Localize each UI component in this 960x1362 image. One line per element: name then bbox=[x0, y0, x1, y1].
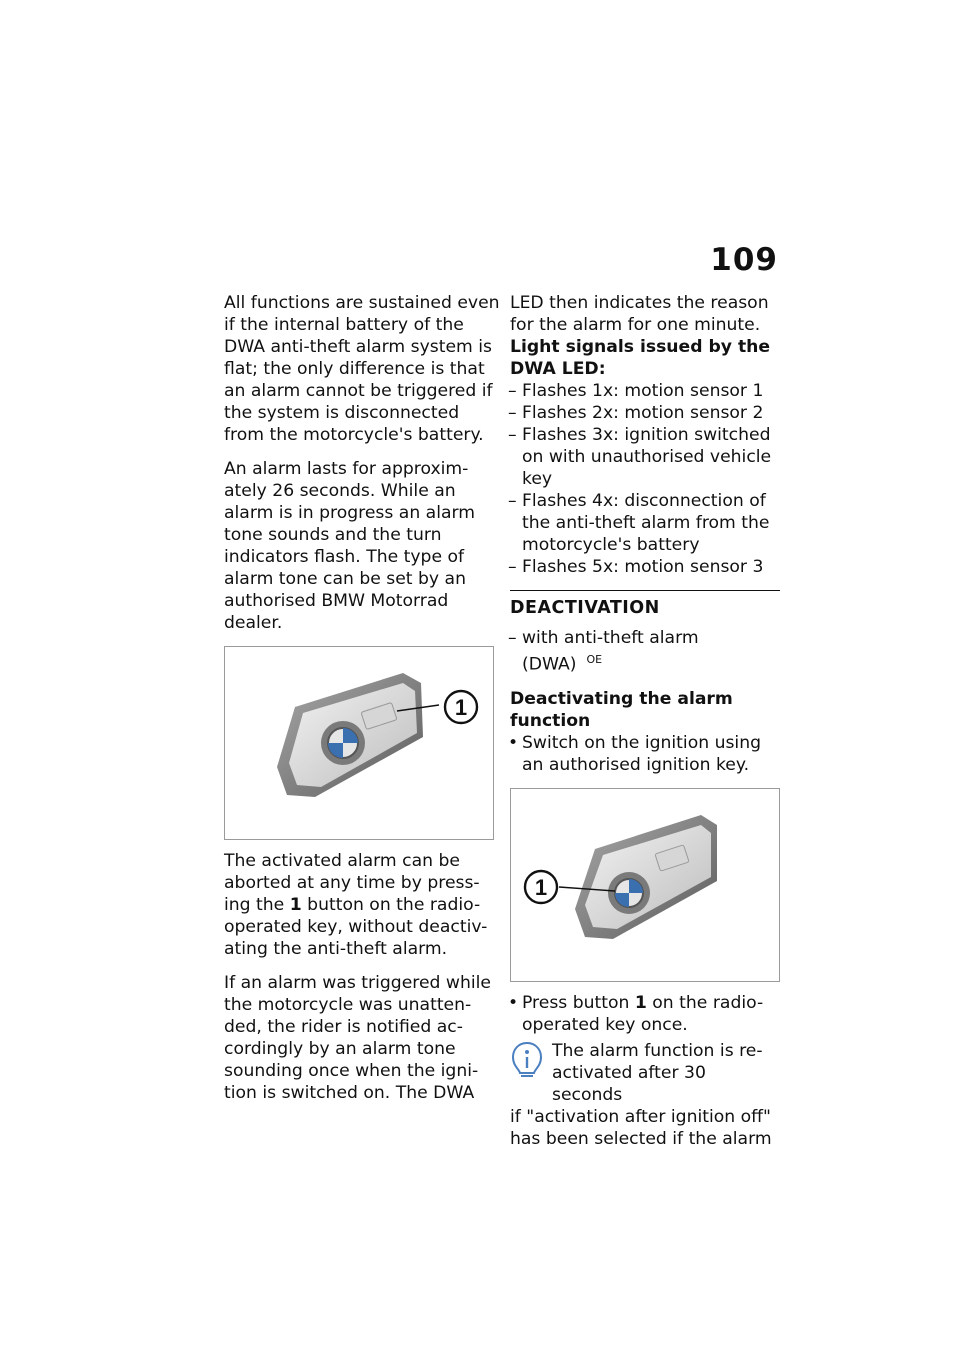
text: button on the radio-operated key, without deactiv-ating the anti-theft alarm. bbox=[224, 895, 488, 959]
text: The activated alarm can be aborted at any time by press-ing the bbox=[224, 851, 480, 915]
info-note bbox=[510, 1040, 780, 1150]
option-list bbox=[510, 627, 780, 676]
section-title: DEACTIVATION bbox=[510, 590, 780, 619]
list-item: – Flashes 4x: disconnection of the anti-theft alarm from the motorcycle's battery bbox=[510, 490, 780, 556]
list-item: – Flashes 5x: motion sensor 3 bbox=[510, 556, 780, 578]
signals-heading: Light signals issued by the DWA LED: bbox=[510, 337, 771, 379]
signals-list bbox=[510, 380, 780, 578]
page-number: 109 bbox=[710, 242, 778, 278]
text: Press button bbox=[522, 992, 630, 1013]
info-icon bbox=[510, 1040, 544, 1080]
step-list bbox=[510, 992, 780, 1036]
list-item: – Flashes 1x: motion sensor 1 bbox=[510, 380, 780, 402]
list-item: • Switch on the ignition using an authorised ignition key. bbox=[510, 732, 780, 776]
subheading: Deactivating the alarm function bbox=[510, 688, 733, 731]
paragraph bbox=[224, 850, 502, 960]
callout-label: 1 bbox=[534, 874, 548, 900]
button-reference: 1 bbox=[289, 895, 302, 915]
key-figure-right bbox=[510, 788, 780, 982]
paragraph: LED then indicates the reason for the alarm for one minute. bbox=[510, 293, 769, 335]
text: on the radio-operated key once. bbox=[522, 992, 764, 1035]
right-column bbox=[510, 292, 780, 1150]
radio-key-illustration bbox=[511, 789, 779, 981]
paragraph: An alarm lasts for approxim-ately 26 seconds. While an alarm is in progress an alarm tone sounds and the turn indicators flash. The type of alarm tone can be set by an authorised BMW Motorrad dealer. bbox=[224, 459, 476, 633]
step-list bbox=[510, 732, 780, 776]
list-item: – Flashes 2x: motion sensor 2 bbox=[510, 402, 780, 424]
list-item bbox=[510, 627, 780, 676]
key-figure-left bbox=[224, 646, 494, 840]
callout-label: 1 bbox=[454, 695, 468, 720]
list-item: – Flashes 3x: ignition switched on with unauthorised vehicle key bbox=[510, 424, 780, 490]
note-text: if "activation after ignition off" has been selected if the alarm bbox=[510, 1106, 772, 1149]
left-column bbox=[224, 292, 502, 1116]
list-item bbox=[510, 992, 780, 1036]
button-reference: 1 bbox=[634, 992, 647, 1013]
option-text: with anti-theft alarm (DWA) bbox=[522, 628, 699, 675]
option-equipment-mark: OE bbox=[586, 653, 603, 666]
paragraph: All functions are sustained even if the internal battery of the DWA anti-theft alarm system is flat; the only difference is that an alarm cannot be triggered if the system is disconnected from the motorcycle's battery. bbox=[224, 293, 500, 445]
radio-key-illustration bbox=[225, 647, 493, 839]
paragraph: If an alarm was triggered while the motorcycle was unatten-ded, the rider is notified ac-cordingly by an alarm tone sounding once when the igni-tion is switched on. The DWA bbox=[224, 973, 491, 1103]
note-text: The alarm function is re-activated after 30 seconds bbox=[552, 1040, 763, 1105]
